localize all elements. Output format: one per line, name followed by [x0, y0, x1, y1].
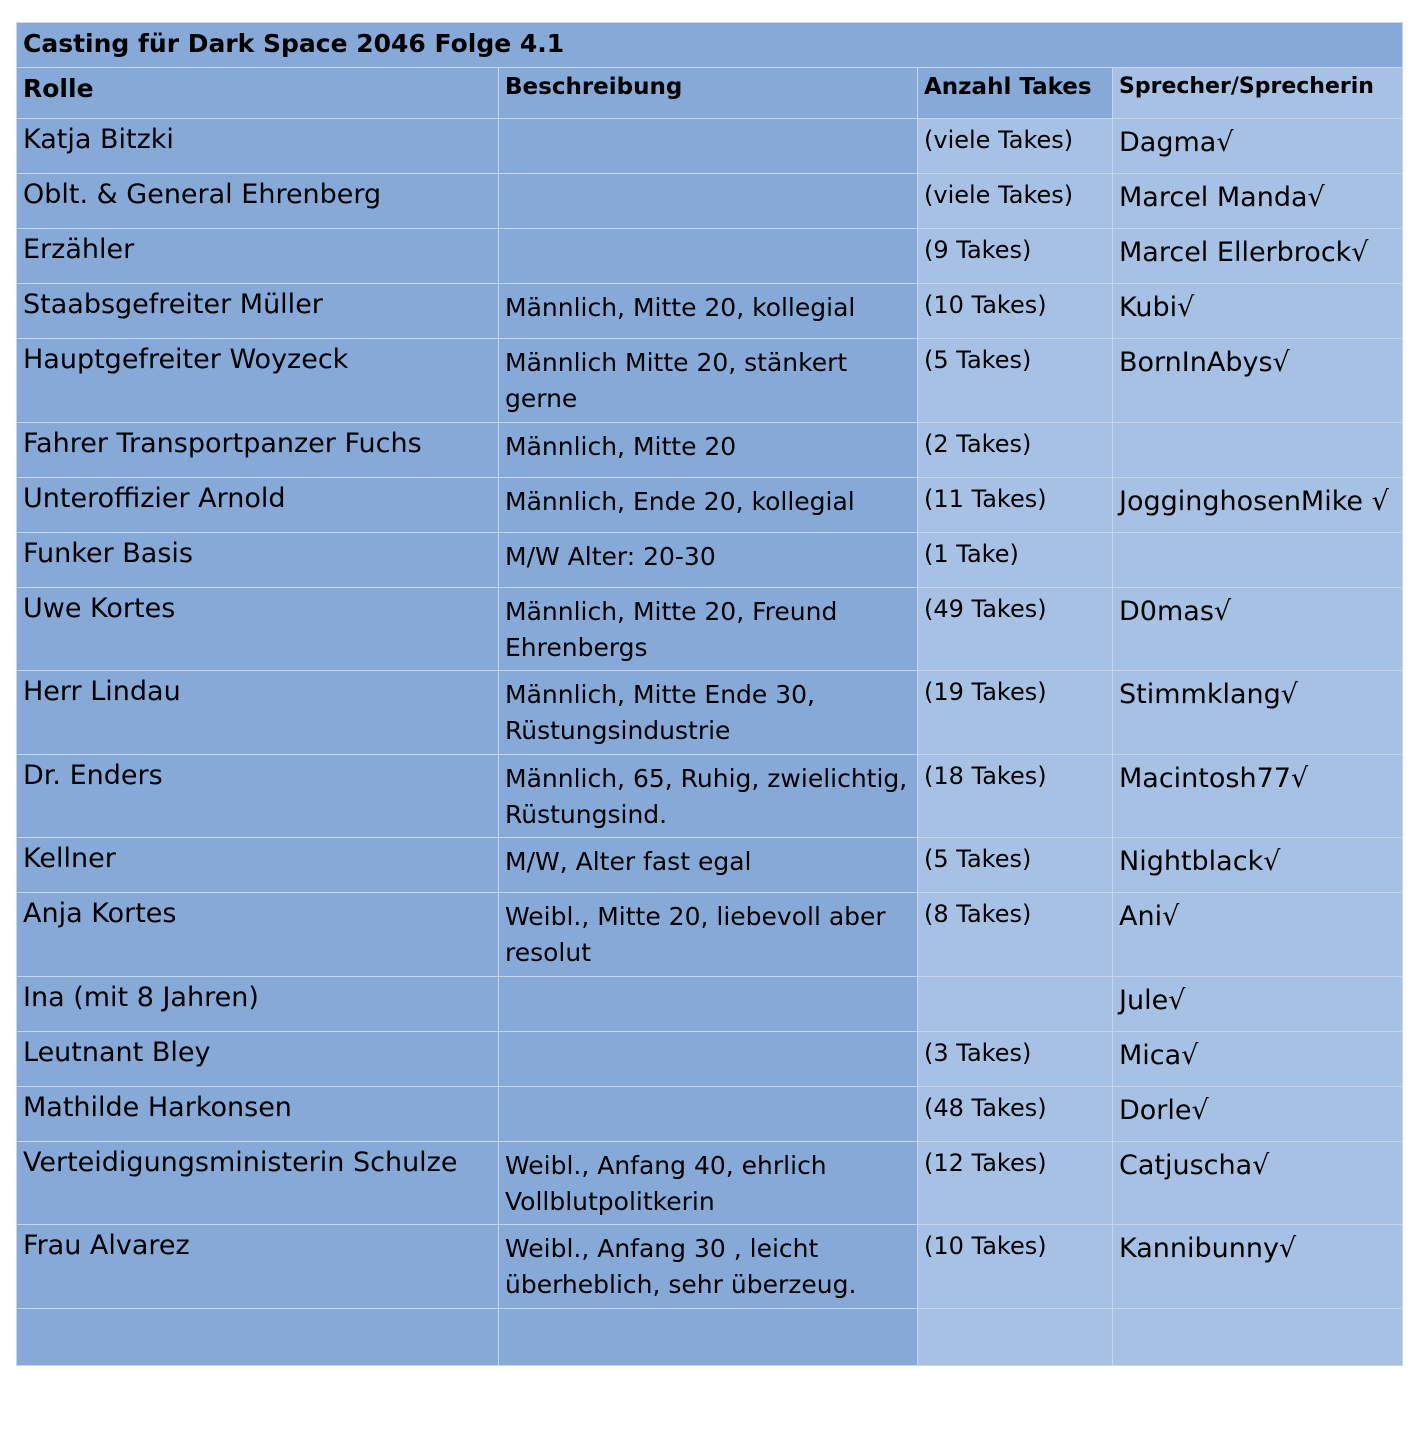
- table-row: [17, 1308, 1403, 1365]
- cell-speaker: Catjuscha√: [1113, 1141, 1403, 1225]
- table-row: [17, 1086, 1403, 1141]
- table-header-row: [17, 68, 1403, 119]
- cell-speaker: [1113, 532, 1403, 587]
- column-header-speaker: Sprecher/Sprecherin: [1113, 68, 1403, 119]
- cell-description: Männlich, Mitte 20: [499, 422, 918, 477]
- table-row: [17, 174, 1403, 229]
- cell-takes: [918, 976, 1113, 1031]
- cell-description: Männlich, Mitte 20, kollegial: [499, 284, 918, 339]
- cell-description: Weibl., Mitte 20, liebevoll aber resolut: [499, 893, 918, 977]
- cell-speaker: BornInAbys√: [1113, 339, 1403, 423]
- cell-role: Oblt. & General Ehrenberg: [17, 174, 499, 229]
- cell-takes: (5 Takes): [918, 838, 1113, 893]
- table-body: [17, 119, 1403, 1366]
- cell-role: Dr. Enders: [17, 754, 499, 838]
- table-row: [17, 1225, 1403, 1309]
- cell-speaker: Nightblack√: [1113, 838, 1403, 893]
- cell-speaker: Kannibunny√: [1113, 1225, 1403, 1309]
- cell-role: Staabsgefreiter Müller: [17, 284, 499, 339]
- cell-takes: (8 Takes): [918, 893, 1113, 977]
- cell-speaker: D0mas√: [1113, 587, 1403, 671]
- cell-role: Katja Bitzki: [17, 119, 499, 174]
- table-row: [17, 587, 1403, 671]
- column-header-role: Rolle: [17, 68, 499, 119]
- table-row: [17, 532, 1403, 587]
- cell-role: Hauptgefreiter Woyzeck: [17, 339, 499, 423]
- cell-description: [499, 1308, 918, 1365]
- cell-role: Ina (mit 8 Jahren): [17, 976, 499, 1031]
- cell-description: M/W Alter: 20-30: [499, 532, 918, 587]
- cell-speaker: Dorle√: [1113, 1086, 1403, 1141]
- table-row: [17, 422, 1403, 477]
- cell-speaker: Marcel Ellerbrock√: [1113, 229, 1403, 284]
- cell-takes: (5 Takes): [918, 339, 1113, 423]
- cell-takes: (19 Takes): [918, 671, 1113, 755]
- cell-speaker: Jule√: [1113, 976, 1403, 1031]
- table-row: [17, 976, 1403, 1031]
- cell-description: [499, 1086, 918, 1141]
- cell-description: [499, 119, 918, 174]
- cell-description: Weibl., Anfang 30 , leicht überheblich, sehr überzeug.: [499, 1225, 918, 1309]
- table-row: [17, 1141, 1403, 1225]
- table-row: [17, 229, 1403, 284]
- table-row: [17, 339, 1403, 423]
- cell-description: [499, 976, 918, 1031]
- cell-speaker: Kubi√: [1113, 284, 1403, 339]
- cell-role: Leutnant Bley: [17, 1031, 499, 1086]
- cell-takes: (1 Take): [918, 532, 1113, 587]
- table-row: [17, 754, 1403, 838]
- column-header-takes: Anzahl Takes: [918, 68, 1113, 119]
- table-row: [17, 838, 1403, 893]
- cell-speaker: Ani√: [1113, 893, 1403, 977]
- cell-role: Verteidigungsministerin Schulze: [17, 1141, 499, 1225]
- cell-role: Herr Lindau: [17, 671, 499, 755]
- cell-role: Funker Basis: [17, 532, 499, 587]
- cell-description: Männlich, Mitte 20, Freund Ehrenbergs: [499, 587, 918, 671]
- cell-speaker: Marcel Manda√: [1113, 174, 1403, 229]
- cell-speaker: JogginghosenMike √: [1113, 477, 1403, 532]
- table-row: [17, 1031, 1403, 1086]
- cell-description: M/W, Alter fast egal: [499, 838, 918, 893]
- cell-takes: (18 Takes): [918, 754, 1113, 838]
- cell-description: Männlich, 65, Ruhig, zwielichtig, Rüstungsind.: [499, 754, 918, 838]
- cell-speaker: [1113, 422, 1403, 477]
- cell-speaker: [1113, 1308, 1403, 1365]
- cell-takes: (3 Takes): [918, 1031, 1113, 1086]
- cell-takes: [918, 1308, 1113, 1365]
- cell-speaker: Macintosh77√: [1113, 754, 1403, 838]
- table-row: [17, 671, 1403, 755]
- cell-role: Frau Alvarez: [17, 1225, 499, 1309]
- cell-description: Weibl., Anfang 40, ehrlich Vollblutpolitkerin: [499, 1141, 918, 1225]
- cell-description: Männlich Mitte 20, stänkert gerne: [499, 339, 918, 423]
- cell-description: [499, 229, 918, 284]
- cell-role: Unteroffizier Arnold: [17, 477, 499, 532]
- cell-takes: (10 Takes): [918, 1225, 1113, 1309]
- table-row: [17, 284, 1403, 339]
- cell-takes: (11 Takes): [918, 477, 1113, 532]
- cell-takes: (10 Takes): [918, 284, 1113, 339]
- cell-role: Mathilde Harkonsen: [17, 1086, 499, 1141]
- cell-description: Männlich, Mitte Ende 30, Rüstungsindustrie: [499, 671, 918, 755]
- cell-takes: (49 Takes): [918, 587, 1113, 671]
- cell-takes: (12 Takes): [918, 1141, 1113, 1225]
- table-row: [17, 119, 1403, 174]
- cell-takes: (48 Takes): [918, 1086, 1113, 1141]
- cell-description: [499, 1031, 918, 1086]
- table-title-row: [17, 23, 1403, 68]
- cell-takes: (2 Takes): [918, 422, 1113, 477]
- cell-speaker: Dagma√: [1113, 119, 1403, 174]
- table-title: Casting für Dark Space 2046 Folge 4.1: [17, 23, 1403, 68]
- cell-description: [499, 174, 918, 229]
- cell-role: Kellner: [17, 838, 499, 893]
- cell-role: Anja Kortes: [17, 893, 499, 977]
- column-header-description: Beschreibung: [499, 68, 918, 119]
- cell-role: Fahrer Transportpanzer Fuchs: [17, 422, 499, 477]
- cell-role: Erzähler: [17, 229, 499, 284]
- table-row: [17, 477, 1403, 532]
- cell-role: Uwe Kortes: [17, 587, 499, 671]
- casting-table: [16, 22, 1403, 1366]
- cell-takes: (viele Takes): [918, 119, 1113, 174]
- cell-role: [17, 1308, 499, 1365]
- cell-description: Männlich, Ende 20, kollegial: [499, 477, 918, 532]
- cell-takes: (9 Takes): [918, 229, 1113, 284]
- cell-speaker: Mica√: [1113, 1031, 1403, 1086]
- table-row: [17, 893, 1403, 977]
- cell-speaker: Stimmklang√: [1113, 671, 1403, 755]
- cell-takes: (viele Takes): [918, 174, 1113, 229]
